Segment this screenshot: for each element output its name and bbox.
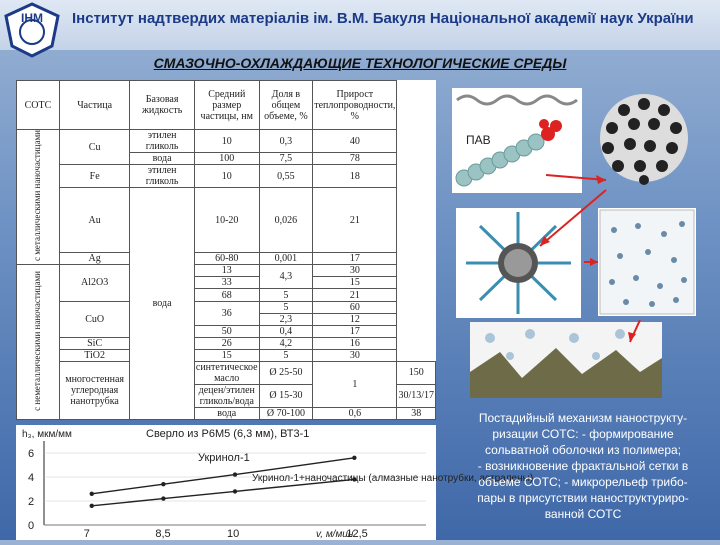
institute-logo <box>4 2 60 58</box>
caption-line: ванной СОТС <box>544 507 622 521</box>
table-row <box>17 349 436 361</box>
table-row <box>17 337 436 349</box>
caption-line: ризации СОТС: - формирование <box>492 427 674 441</box>
fullerene-image <box>594 88 694 188</box>
group-metal-label: с металлическими наночастицами <box>32 130 43 262</box>
legend-ukrinol: Укринол-1 <box>198 452 250 464</box>
data-point <box>233 489 237 493</box>
table-cell: 40 <box>313 130 397 153</box>
table-cell: 4,3 <box>259 265 313 289</box>
table-cell: 0,6 <box>313 407 397 419</box>
table-cell: 13 <box>194 265 259 277</box>
table-cell: Au <box>59 188 129 253</box>
table-cell: 10-20 <box>194 188 259 253</box>
group-nonmetal-label: с неметаллическими наночастицами <box>32 270 43 411</box>
logo-text: ІНМ <box>21 11 43 25</box>
arrow-3-head <box>590 258 598 266</box>
table-cell: Cu <box>59 130 129 165</box>
caption-line: пары в присутствии наноструктуриро- <box>477 491 689 505</box>
table-cell: 2,3 <box>259 313 313 325</box>
table-cell: 0,001 <box>259 253 313 265</box>
x-tick-label: 10 <box>227 528 240 540</box>
nanofluid-table <box>16 80 436 420</box>
x-tick-label: 12,5 <box>346 528 368 540</box>
x-tick-label: 7 <box>83 528 90 540</box>
graph-title: Сверло из Р6М5 (6,3 мм), ВТ3-1 <box>146 428 310 440</box>
table-cell: этилен гликоль <box>130 130 195 153</box>
table-cell: синтетическое масло <box>195 361 258 384</box>
table-header-row <box>17 81 436 130</box>
table-row <box>17 130 436 153</box>
pav-label: ПАВ <box>466 133 491 147</box>
col-particle: Частица <box>59 81 129 130</box>
table-cell: 60 <box>313 301 397 313</box>
table-cell: 5 <box>259 301 313 313</box>
table-cell: 15 <box>313 277 397 289</box>
y-tick-label: 0 <box>28 520 35 532</box>
caption-line: - возникновение фрактальной сетки в <box>477 459 689 473</box>
data-point <box>161 482 165 486</box>
table-cell: 10 <box>194 130 259 153</box>
table-cell: 12 <box>313 313 397 325</box>
table-cell: 1 <box>313 361 397 407</box>
table-cell: 15 <box>194 349 259 361</box>
col-fraction: Доля в общем объеме, % <box>259 81 313 130</box>
table-row <box>17 301 436 313</box>
col-conductivity: Прирост теплопроводности, % <box>313 81 397 130</box>
table-cell: 50 <box>194 325 259 337</box>
table-cell: Ø 70-100 <box>259 407 313 419</box>
table-cell: 21 <box>313 289 397 301</box>
institute-name: Інститут надтвердих матеріалів ім. В.М. Бакуля Національної академії наук України <box>72 10 694 27</box>
col-base-liquid: Базовая жидкость <box>130 81 195 130</box>
table-cell: 17 <box>313 325 397 337</box>
table-cell: 33 <box>194 277 259 289</box>
micelle-image <box>456 208 581 318</box>
table-cell: 0,026 <box>259 188 313 253</box>
table-cell: TiO2 <box>59 349 129 361</box>
table-cell: 0,55 <box>259 165 313 188</box>
friction-pair-image <box>470 322 662 398</box>
table-cell: 30 <box>313 349 397 361</box>
table-cell: многостенная углеродная нанотрубка <box>59 361 129 419</box>
table-cell: 100 <box>194 153 259 165</box>
legend-ukrinol-nano-label: Укринол-1+наночастицы (алмазные нанотрубки, астралены) <box>252 473 534 484</box>
table-cell: 18 <box>313 165 397 188</box>
x-tick-label: 8,5 <box>155 528 171 540</box>
table-cell: 36 <box>194 301 259 325</box>
table-cell: Fe <box>59 165 129 188</box>
table-cell: 150 <box>397 361 436 384</box>
table-cell: CuO <box>59 301 129 337</box>
graph-ylabel: h₃, мкм/мм <box>22 429 72 440</box>
slide-title: СМАЗОЧНО-ОХЛАЖДАЮЩИЕ ТЕХНОЛОГИЧЕСКИЕ СРЕДЫ <box>153 55 567 71</box>
y-tick-label: 4 <box>28 472 35 484</box>
mechanism-caption <box>452 410 714 522</box>
table-cell: Ø 15-30 <box>259 384 313 407</box>
table-cell: 78 <box>313 153 397 165</box>
data-point <box>90 492 94 496</box>
data-point <box>90 504 94 508</box>
table-cell: SiC <box>59 337 129 349</box>
table-row <box>17 165 436 188</box>
table-cell: 26 <box>194 337 259 349</box>
dispersion-image <box>598 208 696 316</box>
table-cell: 16 <box>313 337 397 349</box>
data-point <box>161 496 165 500</box>
table-row <box>17 253 436 265</box>
data-point <box>233 472 237 476</box>
table-cell: 4,2 <box>259 337 313 349</box>
table-cell: 5 <box>259 289 313 301</box>
table-cell: этилен гликоль <box>130 165 195 188</box>
table-cell: 38 <box>397 407 436 419</box>
table-cell: вода <box>130 153 195 165</box>
table-cell: 30 <box>313 265 397 277</box>
surfactant-molecule-image <box>452 88 582 193</box>
table-row <box>17 361 436 384</box>
table-cell: 7,5 <box>259 153 313 165</box>
table-cell: 10 <box>194 165 259 188</box>
table-cell: децен/этилен гликоль/вода <box>194 384 259 407</box>
table-cell: Ø 25-50 <box>259 361 313 384</box>
table-cell: 0,3 <box>259 130 313 153</box>
table-cell: 21 <box>313 188 397 253</box>
caption-line: Постадийный механизм нанострукту- <box>478 411 688 425</box>
table-row <box>17 188 436 253</box>
table-cell: 17 <box>313 253 397 265</box>
table-cell: вода <box>194 407 259 419</box>
caption-line: объеме СОТС; - микрорельеф трибо- <box>478 475 688 489</box>
data-point <box>352 456 356 460</box>
wear-graph <box>16 425 534 540</box>
caption-line: сольватной оболочки из полимера; <box>484 443 682 457</box>
y-tick-label: 2 <box>28 496 35 508</box>
col-size: Средний размер частицы, нм <box>194 81 259 130</box>
table-cell: Ag <box>59 253 129 265</box>
table-row <box>17 265 436 277</box>
table-cell: вода <box>130 188 195 420</box>
table-cell: 5 <box>259 349 313 361</box>
table-cell: Al2O3 <box>59 265 129 301</box>
y-tick-label: 6 <box>28 448 35 460</box>
table-cell: 68 <box>194 289 259 301</box>
graph-xlabel: v, м/мин <box>316 529 354 540</box>
table-cell: 30/13/17 <box>397 384 436 407</box>
table-cell: 60-80 <box>194 253 259 265</box>
col-sots: СОТС <box>17 81 60 130</box>
table-cell: 0,4 <box>259 325 313 337</box>
